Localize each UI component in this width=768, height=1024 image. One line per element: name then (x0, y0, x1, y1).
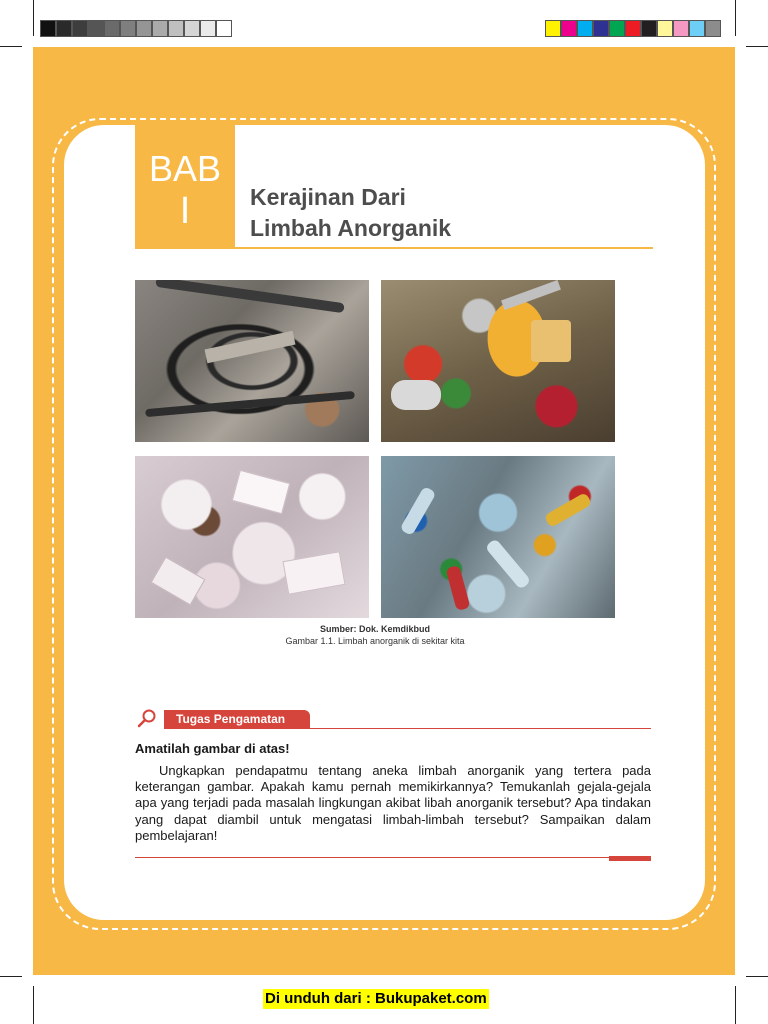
crop-mark (0, 976, 22, 977)
gray-swatch (136, 20, 152, 37)
color-swatch (593, 20, 609, 37)
figure-source: Sumber: Dok. Kemdikbud (319, 624, 430, 634)
task-tab: Tugas Pengamatan (164, 710, 310, 729)
magnifier-icon (137, 708, 157, 728)
color-swatch (625, 20, 641, 37)
chapter-title-line1: Kerajinan Dari (250, 184, 406, 210)
chapter-label: BAB (148, 148, 222, 189)
task-divider (164, 728, 651, 729)
gray-swatch (168, 20, 184, 37)
chapter-title-line2: Limbah Anorganik (250, 215, 452, 241)
gray-swatch (104, 20, 120, 37)
gray-swatch (72, 20, 88, 37)
cmyk-color-bar (545, 20, 721, 37)
color-swatch (641, 20, 657, 37)
color-swatch (705, 20, 721, 37)
task-body: Ungkapkan pendapatmu tentang aneka limbah anorganik yang tertera pada keterangan gambar. Apakah kamu pernah memikirkannya? Temukanlah gejala-gejala apa yang terjadi pada masalah lingkungan akibat libah anorganik tersebut? Apa tindakan yang dapat diambil untuk mengatasi limbah-limbah tersebut? Sampaikan dalam pembelajaran! (135, 763, 651, 843)
chapter-title (250, 182, 650, 244)
task-heading: Amatilah gambar di atas! (135, 741, 290, 756)
gray-swatch (184, 20, 200, 37)
styrofoam-containers-photo (135, 456, 369, 618)
color-swatch (545, 20, 561, 37)
color-swatch (673, 20, 689, 37)
color-swatch (609, 20, 625, 37)
gray-swatch (56, 20, 72, 37)
tin-cans-photo (381, 280, 615, 442)
color-swatch (561, 20, 577, 37)
gray-swatch (40, 20, 56, 37)
crop-mark (746, 46, 768, 47)
gray-swatch (152, 20, 168, 37)
crop-mark (0, 46, 22, 47)
bottom-accent-bar (609, 856, 651, 861)
rubber-tire-scrap-photo (135, 280, 369, 442)
crop-mark (33, 986, 34, 1024)
chapter-number: I (179, 190, 191, 232)
crop-mark (33, 0, 34, 36)
gray-swatch (200, 20, 216, 37)
gray-swatch (88, 20, 104, 37)
crop-mark (735, 986, 736, 1024)
download-footer: Di unduh dari : Bukupaket.com (265, 990, 487, 1007)
bottom-divider (135, 857, 609, 858)
crop-mark (735, 0, 736, 36)
gray-swatch (216, 20, 232, 37)
chapter-badge (135, 125, 235, 249)
plastic-bottles-photo (381, 456, 615, 618)
gray-color-bar (40, 20, 232, 37)
figure-caption: Gambar 1.1. Limbah anorganik di sekitar kita (285, 636, 465, 646)
color-swatch (689, 20, 705, 37)
color-swatch (577, 20, 593, 37)
title-underline (235, 247, 653, 249)
crop-mark (746, 976, 768, 977)
color-swatch (657, 20, 673, 37)
gray-swatch (120, 20, 136, 37)
